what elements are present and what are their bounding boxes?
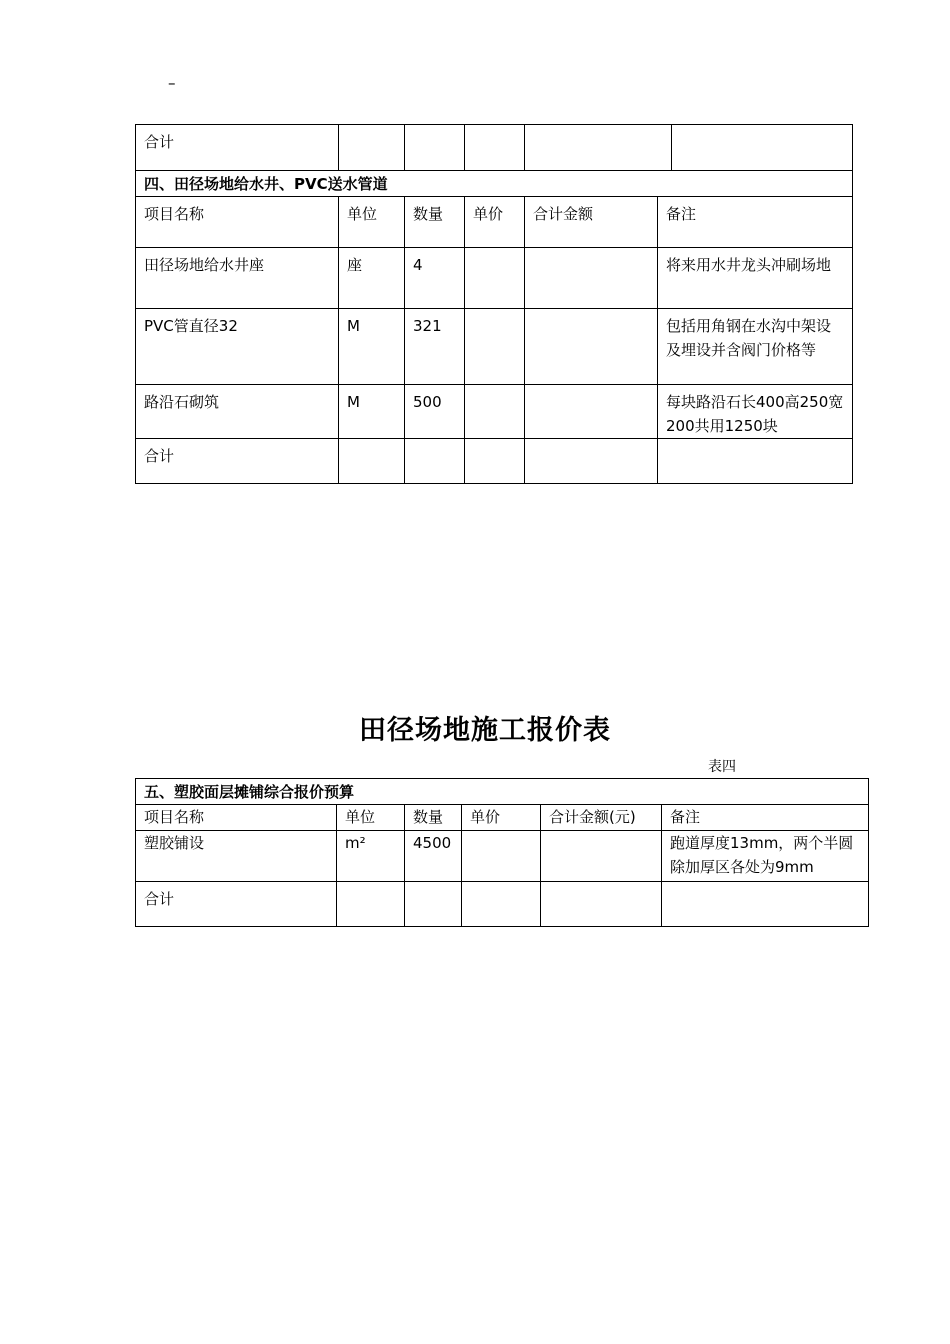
header-price: 单价	[462, 805, 541, 831]
row-note: 每块路沿石长400高250宽200共用1250块	[658, 385, 853, 439]
table-row	[136, 831, 869, 882]
table-row	[136, 385, 853, 439]
total-qty-cell	[405, 439, 465, 484]
table-5	[135, 778, 869, 927]
row-note: 跑道厚度13mm，两个半圆除加厚区各处为9mm	[662, 831, 869, 882]
row-amount	[525, 309, 658, 385]
row-amount	[541, 831, 662, 882]
row-name: 塑胶铺设	[136, 831, 337, 882]
header-qty: 数量	[405, 197, 465, 248]
total-unit-cell	[339, 439, 405, 484]
total-unit-cell	[337, 882, 405, 927]
total-note-cell	[672, 125, 853, 171]
document-title: 田径场地施工报价表	[359, 715, 611, 746]
section-title: 四、田径场地给水井、PVC送水管道	[136, 171, 853, 197]
table-number-label: 表四	[708, 759, 736, 775]
row-amount	[525, 248, 658, 309]
table-total-row	[136, 439, 853, 484]
row-unit: m²	[337, 831, 405, 882]
section-title: 五、塑胶面层摊铺综合报价预算	[136, 779, 869, 805]
header-name: 项目名称	[136, 197, 339, 248]
table-3-total	[135, 124, 853, 171]
row-name: 田径场地给水井座	[136, 248, 339, 309]
total-label: 合计	[136, 882, 337, 927]
row-name: PVC管直径32	[136, 309, 339, 385]
table-total-row	[136, 882, 869, 927]
table-header-row	[136, 197, 853, 248]
row-price	[462, 831, 541, 882]
header-name: 项目名称	[136, 805, 337, 831]
header-price: 单价	[465, 197, 525, 248]
header-note: 备注	[662, 805, 869, 831]
row-unit: 座	[339, 248, 405, 309]
total-price-cell	[465, 125, 525, 171]
row-amount	[525, 385, 658, 439]
header-qty: 数量	[405, 805, 462, 831]
row-price	[465, 309, 525, 385]
table-row	[136, 248, 853, 309]
row-unit: M	[339, 385, 405, 439]
row-qty: 4500	[405, 831, 462, 882]
table-header-row	[136, 805, 869, 831]
total-price-cell	[465, 439, 525, 484]
row-note: 包括用角钢在水沟中架设及埋设并含阀门价格等	[658, 309, 853, 385]
row-price	[465, 385, 525, 439]
total-amount-cell	[541, 882, 662, 927]
row-qty: 500	[405, 385, 465, 439]
total-label: 合计	[136, 125, 339, 171]
page-mark: –	[168, 74, 176, 92]
row-name: 路沿石砌筑	[136, 385, 339, 439]
row-unit: M	[339, 309, 405, 385]
total-qty-cell	[405, 882, 462, 927]
header-unit: 单位	[337, 805, 405, 831]
row-qty: 4	[405, 248, 465, 309]
table-row	[136, 309, 853, 385]
header-amount: 合计金额(元)	[541, 805, 662, 831]
total-amount-cell	[525, 125, 672, 171]
table-4	[135, 170, 853, 484]
row-note: 将来用水井龙头冲刷场地	[658, 248, 853, 309]
header-note: 备注	[658, 197, 853, 248]
total-note-cell	[658, 439, 853, 484]
row-qty: 321	[405, 309, 465, 385]
total-amount-cell	[525, 439, 658, 484]
row-price	[465, 248, 525, 309]
total-qty-cell	[405, 125, 465, 171]
header-amount: 合计金额	[525, 197, 658, 248]
header-unit: 单位	[339, 197, 405, 248]
total-label: 合计	[136, 439, 339, 484]
total-unit-cell	[339, 125, 405, 171]
total-note-cell	[662, 882, 869, 927]
total-price-cell	[462, 882, 541, 927]
